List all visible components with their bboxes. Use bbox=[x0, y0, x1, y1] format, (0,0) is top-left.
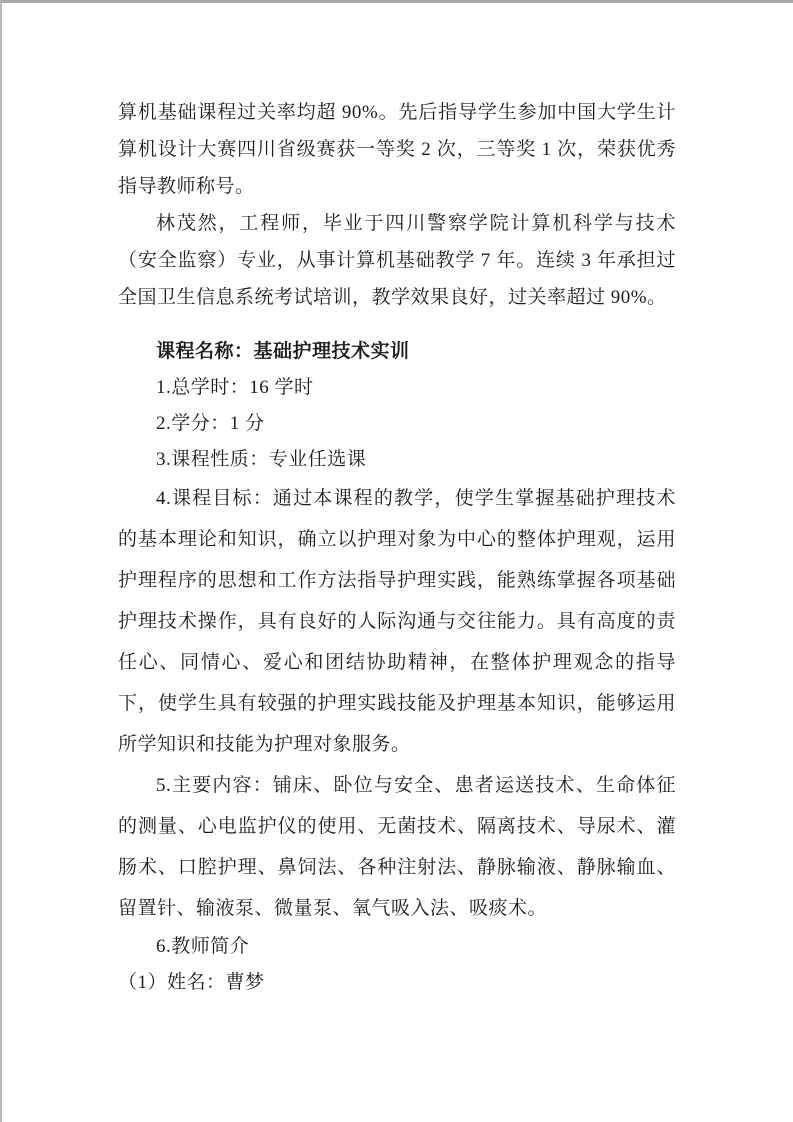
page-top-edge bbox=[0, 0, 793, 3]
teacher-name-line: （1）姓名：曹梦 bbox=[118, 972, 265, 993]
paragraph-teacher-lin-maoran: 林茂然，工程师，毕业于四川警察学院计算机科学与技术（安全监察）专业，从事计算机基础教学 7 年。连续 3 年承担过全国卫生信息系统考试培训，教学效果良好，过关率超过 90%。 bbox=[118, 213, 676, 308]
page-left-edge bbox=[0, 0, 2, 1122]
course-item-objectives: 4.课程目标：通过本课程的教学，使学生掌握基础护理技术的基本理论和知识，确立以护理对象为中心的整体护理观，运用护理程序的思想和工作方法指导护理实践，能熟练掌握各项基础护理技术操作，具有良好的人际沟通与交往能力。具有高度的责任心、同情心、爱心和团结协助精神，在整体护理观念的指导下，使学生具有较强的护理实践技能及护理基本知识，能够运用所学知识和技能为护理对象服务。 bbox=[118, 488, 676, 755]
course-item-total-hours: 1.总学时：16 学时 bbox=[156, 377, 314, 398]
course-name-heading: 课程名称：基础护理技术实训 bbox=[156, 341, 410, 362]
page-content bbox=[118, 94, 676, 1001]
course-item-teacher-intro-heading: 6.教师简介 bbox=[156, 936, 250, 957]
paragraph-computer-course-results: 算机基础课程过关率均超 90%。先后指导学生参加中国大学生计算机设计大赛四川省级赛获一等奖 2 次，三等奖 1 次，荣获优秀指导教师称号。 bbox=[118, 102, 676, 197]
course-item-main-content: 5.主要内容：铺床、卧位与安全、患者运送技术、生命体征的测量、心电监护仪的使用、无菌技术、隔离技术、导尿术、灌肠术、口腔护理、鼻饲法、各种注射法、静脉输液、静脉输血、留置针、输液泵、微量泵、氧气吸入法、吸痰术。 bbox=[118, 775, 676, 919]
course-item-type: 3.课程性质：专业任选课 bbox=[156, 449, 367, 470]
course-item-credit: 2.学分：1 分 bbox=[156, 413, 265, 434]
